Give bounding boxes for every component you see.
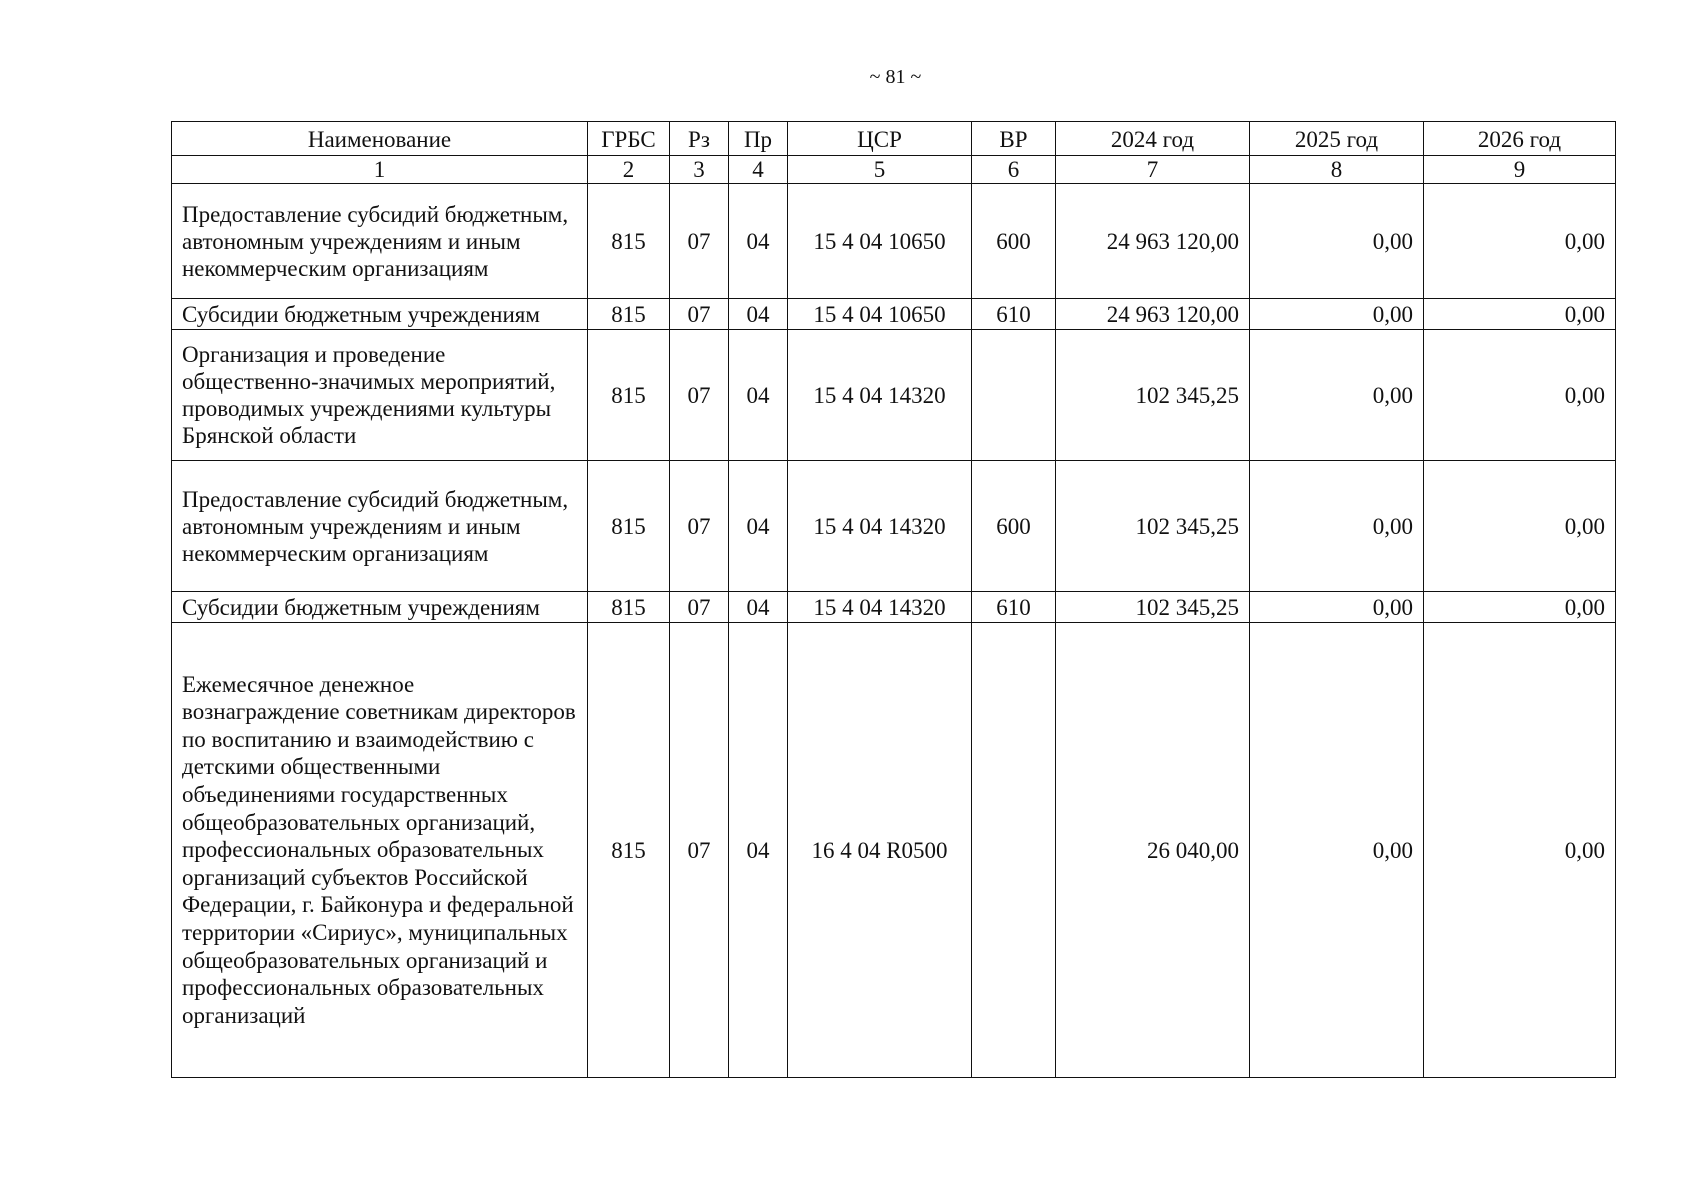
cell-2024: 24 963 120,00 — [1056, 184, 1250, 299]
cell-csr: 15 4 04 14320 — [788, 592, 972, 623]
table-row — [172, 461, 1616, 592]
table-header-row — [172, 122, 1616, 156]
cell-vr — [972, 330, 1056, 461]
table-row — [172, 623, 1616, 1078]
cell-vr: 600 — [972, 184, 1056, 299]
cell-name: Ежемесячное денежное вознаграждение советникам директоров по воспитанию и взаимодействию с детскими общественными объединениями государственных общеобразовательных организаций, профессиональных образовательных организаций субъектов Российской Федерации, г. Байконура и федеральной территории «Сириус», муниципальных общеобразовательных организаций и профессиональных образовательных организаций — [172, 623, 588, 1078]
table-row — [172, 299, 1616, 330]
column-number-cell: 1 — [172, 156, 588, 184]
cell-pr: 04 — [729, 184, 788, 299]
cell-grbs: 815 — [588, 299, 670, 330]
header-cell-name: Наименование — [172, 122, 588, 156]
column-number-cell: 4 — [729, 156, 788, 184]
cell-grbs: 815 — [588, 461, 670, 592]
cell-grbs: 815 — [588, 623, 670, 1078]
cell-pr: 04 — [729, 623, 788, 1078]
cell-2025: 0,00 — [1250, 330, 1424, 461]
cell-rz: 07 — [670, 461, 729, 592]
header-cell-2026: 2026 год — [1424, 122, 1616, 156]
cell-pr: 04 — [729, 330, 788, 461]
header-cell-2025: 2025 год — [1250, 122, 1424, 156]
column-number-cell: 9 — [1424, 156, 1616, 184]
cell-name: Субсидии бюджетным учреждениям — [172, 592, 588, 623]
cell-2026: 0,00 — [1424, 184, 1616, 299]
cell-pr: 04 — [729, 592, 788, 623]
cell-2026: 0,00 — [1424, 623, 1616, 1078]
column-number-cell: 5 — [788, 156, 972, 184]
column-number-cell: 7 — [1056, 156, 1250, 184]
cell-grbs: 815 — [588, 184, 670, 299]
cell-vr — [972, 623, 1056, 1078]
cell-grbs: 815 — [588, 592, 670, 623]
cell-2024: 102 345,25 — [1056, 592, 1250, 623]
cell-grbs: 815 — [588, 330, 670, 461]
cell-2026: 0,00 — [1424, 592, 1616, 623]
cell-name: Организация и проведение общественно-значимых мероприятий, проводимых учреждениями культуры Брянской области — [172, 330, 588, 461]
header-cell-grbs: ГРБС — [588, 122, 670, 156]
cell-csr: 15 4 04 14320 — [788, 330, 972, 461]
column-number-cell: 2 — [588, 156, 670, 184]
cell-csr: 15 4 04 10650 — [788, 299, 972, 330]
table-row — [172, 330, 1616, 461]
cell-vr: 610 — [972, 299, 1056, 330]
column-number-row — [172, 156, 1616, 184]
cell-2024: 102 345,25 — [1056, 461, 1250, 592]
cell-name: Предоставление субсидий бюджетным, автономным учреждениям и иным некоммерческим организациям — [172, 184, 588, 299]
cell-vr: 600 — [972, 461, 1056, 592]
cell-2026: 0,00 — [1424, 330, 1616, 461]
cell-2025: 0,00 — [1250, 623, 1424, 1078]
header-cell-2024: 2024 год — [1056, 122, 1250, 156]
table-row — [172, 184, 1616, 299]
cell-rz: 07 — [670, 330, 729, 461]
cell-rz: 07 — [670, 299, 729, 330]
header-cell-pr: Пр — [729, 122, 788, 156]
cell-2025: 0,00 — [1250, 461, 1424, 592]
column-number-cell: 8 — [1250, 156, 1424, 184]
cell-rz: 07 — [670, 592, 729, 623]
cell-csr: 15 4 04 14320 — [788, 461, 972, 592]
cell-2025: 0,00 — [1250, 299, 1424, 330]
cell-2024: 102 345,25 — [1056, 330, 1250, 461]
cell-csr: 15 4 04 10650 — [788, 184, 972, 299]
cell-2026: 0,00 — [1424, 299, 1616, 330]
cell-name: Предоставление субсидий бюджетным, автономным учреждениям и иным некоммерческим организациям — [172, 461, 588, 592]
header-cell-rz: Рз — [670, 122, 729, 156]
cell-csr: 16 4 04 R0500 — [788, 623, 972, 1078]
column-number-cell: 6 — [972, 156, 1056, 184]
cell-2024: 24 963 120,00 — [1056, 299, 1250, 330]
column-number-cell: 3 — [670, 156, 729, 184]
cell-2024: 26 040,00 — [1056, 623, 1250, 1078]
cell-rz: 07 — [670, 184, 729, 299]
header-cell-vr: ВР — [972, 122, 1056, 156]
page-number: ~ 81 ~ — [869, 66, 922, 88]
cell-rz: 07 — [670, 623, 729, 1078]
cell-2026: 0,00 — [1424, 461, 1616, 592]
table-row — [172, 592, 1616, 623]
budget-table — [171, 121, 1616, 1078]
cell-2025: 0,00 — [1250, 184, 1424, 299]
cell-pr: 04 — [729, 461, 788, 592]
cell-name: Субсидии бюджетным учреждениям — [172, 299, 588, 330]
cell-pr: 04 — [729, 299, 788, 330]
cell-2025: 0,00 — [1250, 592, 1424, 623]
header-cell-csr: ЦСР — [788, 122, 972, 156]
cell-vr: 610 — [972, 592, 1056, 623]
